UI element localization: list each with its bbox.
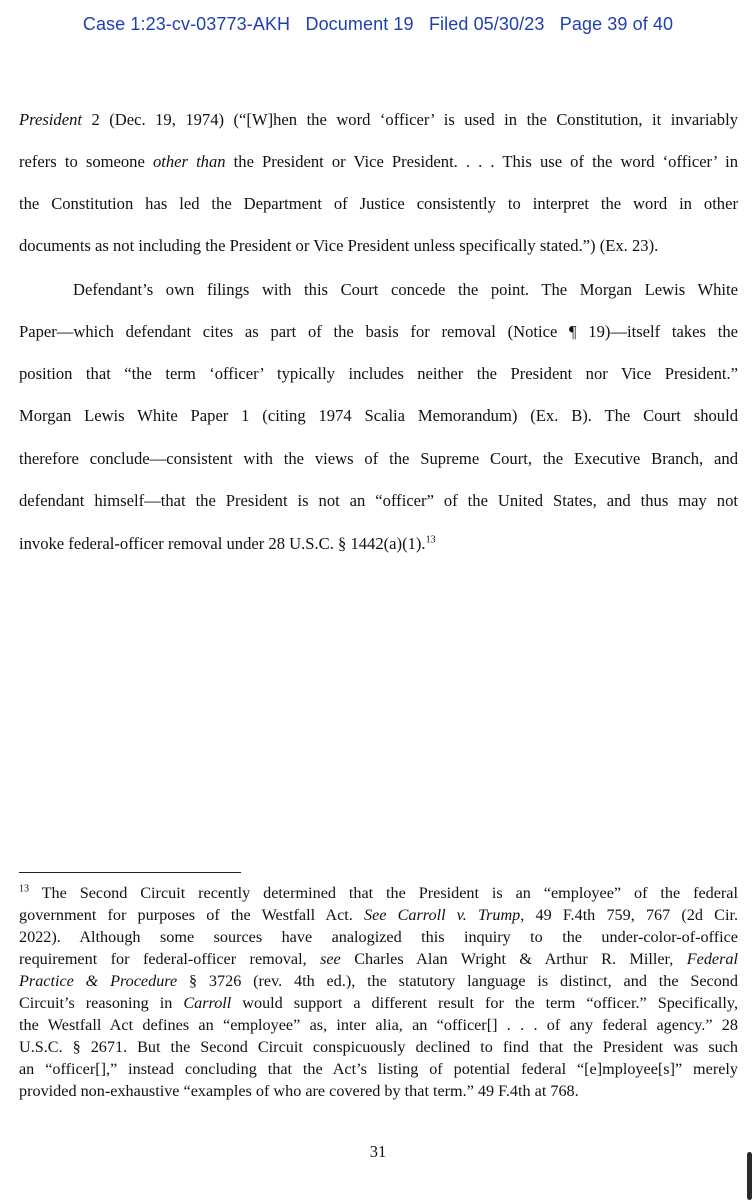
case-header	[0, 14, 756, 35]
footnote-line: $^{13}$ The Second Circuit recently determined that the President is an “employee” of the federal	[19, 883, 738, 902]
text-line: Defendant’s own filings with this Court concede the point. The Morgan Lewis White	[73, 280, 738, 299]
page-number: 31	[369, 1142, 387, 1161]
text-line: the Constitution has led the Department of Justice consistently to interpret the word in other	[19, 194, 738, 213]
scrollbar[interactable]	[747, 1152, 752, 1200]
footnote-line: an “officer[],” instead concluding that the Act’s listing of potential federal “[e]mployee[s]” merely	[19, 1060, 738, 1078]
footnote-line: 2022). Although some sources have analogized this inquiry to the under-color-of-office	[19, 928, 738, 946]
text-line: Morgan Lewis White Paper 1 (citing 1974 Scalia Memorandum) (Ex. B). The Court should	[19, 406, 738, 425]
footnote-line: government for purposes of the Westfall Act. See Carroll v. Trump, 49 F.4th 759, 767 (2d Cir.	[19, 906, 738, 924]
footnote-divider	[19, 872, 241, 873]
case-number: Case 1:23-cv-03773-AKH	[82, 14, 291, 34]
footnote-line: Practice & Procedure § 3726 (rev. 4th ed.), the statutory language is distinct, and the Second	[19, 972, 738, 990]
footnote-reference[interactable]: 13	[425, 534, 436, 546]
footnote-marker: 13	[19, 883, 29, 895]
document-number: Document 19	[305, 14, 414, 34]
footnote-line: Circuit’s reasoning in Carroll would support a different result for the term “officer.” Specifically,	[19, 994, 738, 1012]
text-line: President 2 (Dec. 19, 1974) (“[W]hen the word ‘officer’ is used in the Constitution, it invariably	[19, 110, 738, 129]
text-line: position that “the term ‘officer’ typically includes neither the President nor Vice President.”	[19, 364, 738, 383]
text-line: refers to someone other than the President or Vice President. . . . This use of the word ‘officer’ in	[19, 152, 738, 171]
footnote-line: provided non-exhaustive “examples of who are covered by that term.” 49 F.4th at 768.	[19, 1082, 579, 1100]
text-line: documents as not including the President or Vice President unless specifically stated.”) (Ex. 23).	[19, 236, 659, 255]
text-line: therefore conclude—consistent with the views of the Supreme Court, the Executive Branch, and	[19, 449, 738, 468]
text-line: defendant himself—that the President is not an “officer” of the United States, and thus may not	[19, 491, 738, 510]
text-line: invoke federal-officer removal under 28 U.S.C. § 1442(a)(1).$^{13}$	[19, 534, 436, 553]
footnote-line: U.S.C. § 2671. But the Second Circuit conspicuously declined to find that the President was such	[19, 1038, 738, 1056]
footnote-line: requirement for federal-officer removal, see Charles Alan Wright & Arthur R. Miller, Federal	[19, 950, 738, 968]
filed-date: Filed 05/30/23	[428, 14, 545, 34]
footnote-line: the Westfall Act defines an “employee” as, inter alia, an “officer[] . . . of any federal agency.” 28	[19, 1016, 738, 1034]
page-indicator: Page 39 of 40	[559, 14, 674, 34]
text-line: Paper—which defendant cites as part of the basis for removal (Notice ¶ 19)—itself takes the	[19, 322, 738, 341]
